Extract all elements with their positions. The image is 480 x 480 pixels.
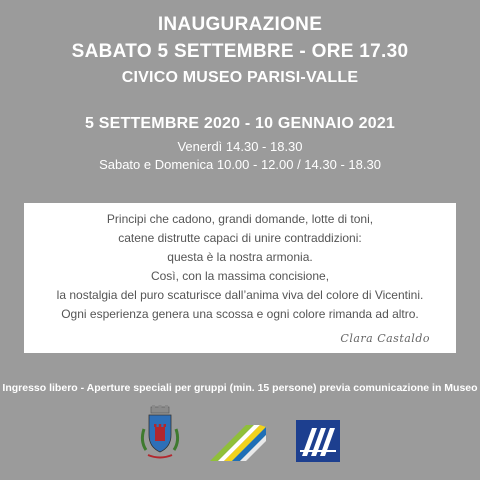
entry-info: Ingresso libero - Aperture speciali per gruppi (min. 15 persone) previa comunicazione in Museo (2, 382, 478, 394)
inauguration-date: SABATO 5 SETTEMBRE - ORE 17.30 (71, 41, 409, 62)
quote-panel (24, 203, 456, 353)
quote-line-5: la nostalgia del puro scaturisce dall’anima viva del colore di Vicentini. (56, 288, 424, 302)
exhibition-dates: 5 SETTEMBRE 2020 - 10 GENNAIO 2021 (84, 115, 396, 132)
inauguration-title: INAUGURAZIONE (157, 14, 323, 35)
quote-line-6: Ogni esperienza genera una scossa e ogni colore rimanda ad altro. (61, 307, 419, 321)
quote-line-1: Principi che cadono, grandi domande, lotte di toni, (106, 212, 374, 226)
striped-brand-logo-icon (210, 421, 266, 461)
venue-name: CIVICO MUSEO PARISI-VALLE (121, 69, 359, 86)
quote-line-4: Così, con la massima concisione, (150, 269, 330, 283)
museum-logo-icon (296, 420, 340, 462)
hours-friday: Venerdì 14.30 - 18.30 (177, 139, 303, 154)
municipal-crest-icon (138, 405, 182, 463)
quote-line-2: catene distrutte capaci di unire contraddizioni: (118, 231, 362, 245)
hours-weekend: Sabato e Domenica 10.00 - 12.00 / 14.30 - 18.30 (99, 157, 381, 172)
quote-signature: Clara Castaldo (340, 332, 430, 345)
quote-line-3: questa è la nostra armonia. (167, 250, 313, 264)
